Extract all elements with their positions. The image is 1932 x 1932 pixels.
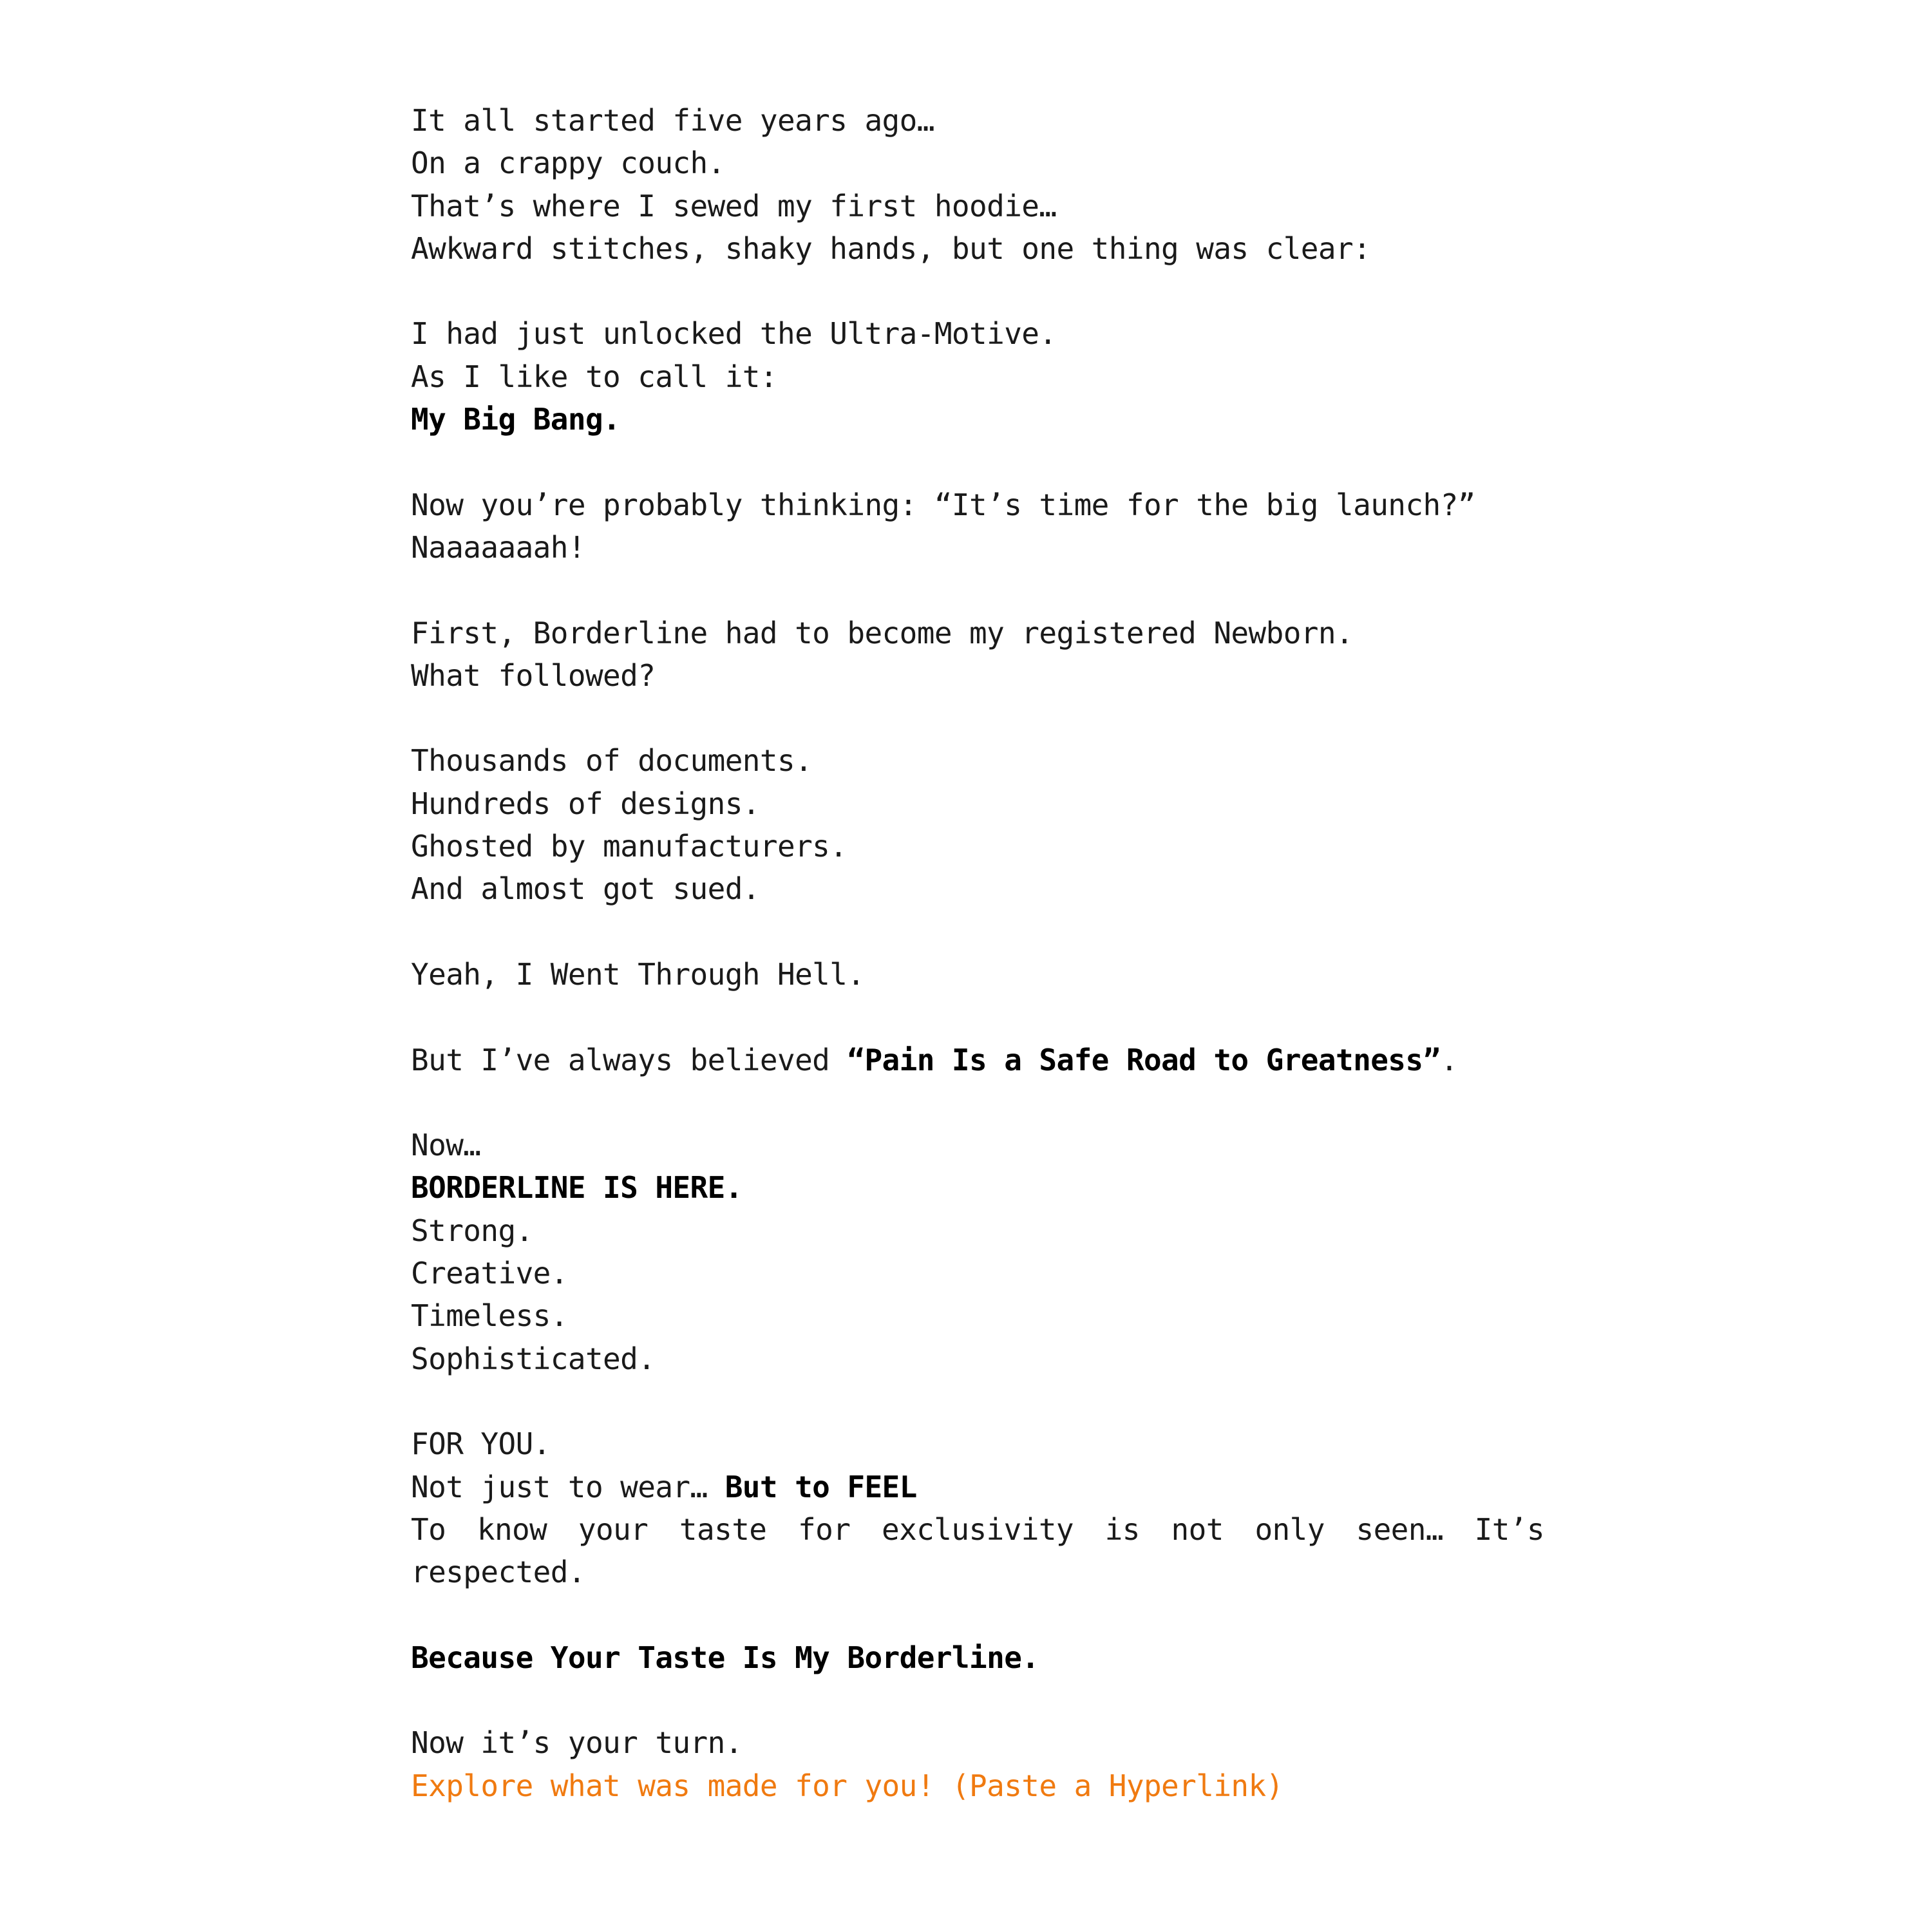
story-line: Strong.	[411, 1213, 533, 1248]
belief-prefix: But I’ve always believed	[411, 1042, 848, 1077]
story-line: Timeless.	[411, 1298, 568, 1334]
greatness-quote: “Pain Is a Safe Road to Greatness”	[847, 1042, 1441, 1077]
story-line: It all started five years ago…	[411, 103, 934, 138]
story-line: As I like to call it:	[411, 359, 777, 394]
paragraph-spacer	[411, 270, 1544, 312]
feel-emphasis: But to FEEL	[724, 1469, 917, 1504]
story-line: Now you’re probably thinking: “It’s time for the big launch?”	[411, 487, 1475, 522]
paragraph-spacer	[411, 1081, 1544, 1124]
paragraph-spacer	[411, 996, 1544, 1038]
feel-prefix: Not just to wear…	[411, 1469, 725, 1504]
story-line: Thousands of documents.	[411, 743, 813, 779]
story-line: That’s where I sewed my first hoodie…	[411, 188, 1057, 223]
story-line: First, Borderline had to become my registered Newborn.	[411, 615, 1354, 650]
taste-tagline: Because Your Taste Is My Borderline.	[411, 1640, 1039, 1675]
paragraph-spacer	[411, 440, 1544, 483]
story-line: Ghosted by manufacturers.	[411, 829, 848, 864]
story-line: Now it’s your turn.	[411, 1725, 743, 1761]
story-line: Hundreds of designs.	[411, 786, 760, 821]
story-line: Awkward stitches, shaky hands, but one thing was clear:	[411, 231, 1371, 266]
story-line: Now…	[411, 1128, 481, 1163]
story-line: Yeah, I Went Through Hell.	[411, 956, 865, 992]
link-line	[411, 1765, 1544, 1807]
belief-suffix: .	[1440, 1042, 1458, 1077]
explore-link[interactable]: Explore what was made for you! (Paste a Hyperlink)	[411, 1768, 1283, 1803]
borderline-is-here-heading: BORDERLINE IS HERE.	[411, 1170, 743, 1206]
story-line: And almost got sued.	[411, 871, 760, 907]
paragraph-spacer	[411, 911, 1544, 953]
belief-line	[411, 1039, 1544, 1081]
paragraph-spacer	[411, 1380, 1544, 1423]
story-line: FOR YOU.	[411, 1426, 551, 1462]
story-text-block	[411, 99, 1544, 1807]
paragraph-spacer	[411, 1593, 1544, 1636]
feel-line	[411, 1466, 1544, 1508]
story-line: Creative.	[411, 1256, 568, 1291]
big-bang-heading: My Big Bang.	[411, 402, 621, 437]
story-line: I had just unlocked the Ultra-Motive.	[411, 316, 1057, 352]
paragraph-spacer	[411, 697, 1544, 739]
story-line: What followed?	[411, 658, 656, 693]
paragraph-spacer	[411, 569, 1544, 611]
story-line: Sophisticated.	[411, 1341, 656, 1376]
paragraph-spacer	[411, 1679, 1544, 1721]
exclusivity-paragraph: To know your taste for exclusivity is not only seen… It’s respected.	[411, 1511, 1544, 1590]
story-line: Naaaaaaah!	[411, 529, 585, 565]
story-line: On a crappy couch.	[411, 146, 725, 181]
